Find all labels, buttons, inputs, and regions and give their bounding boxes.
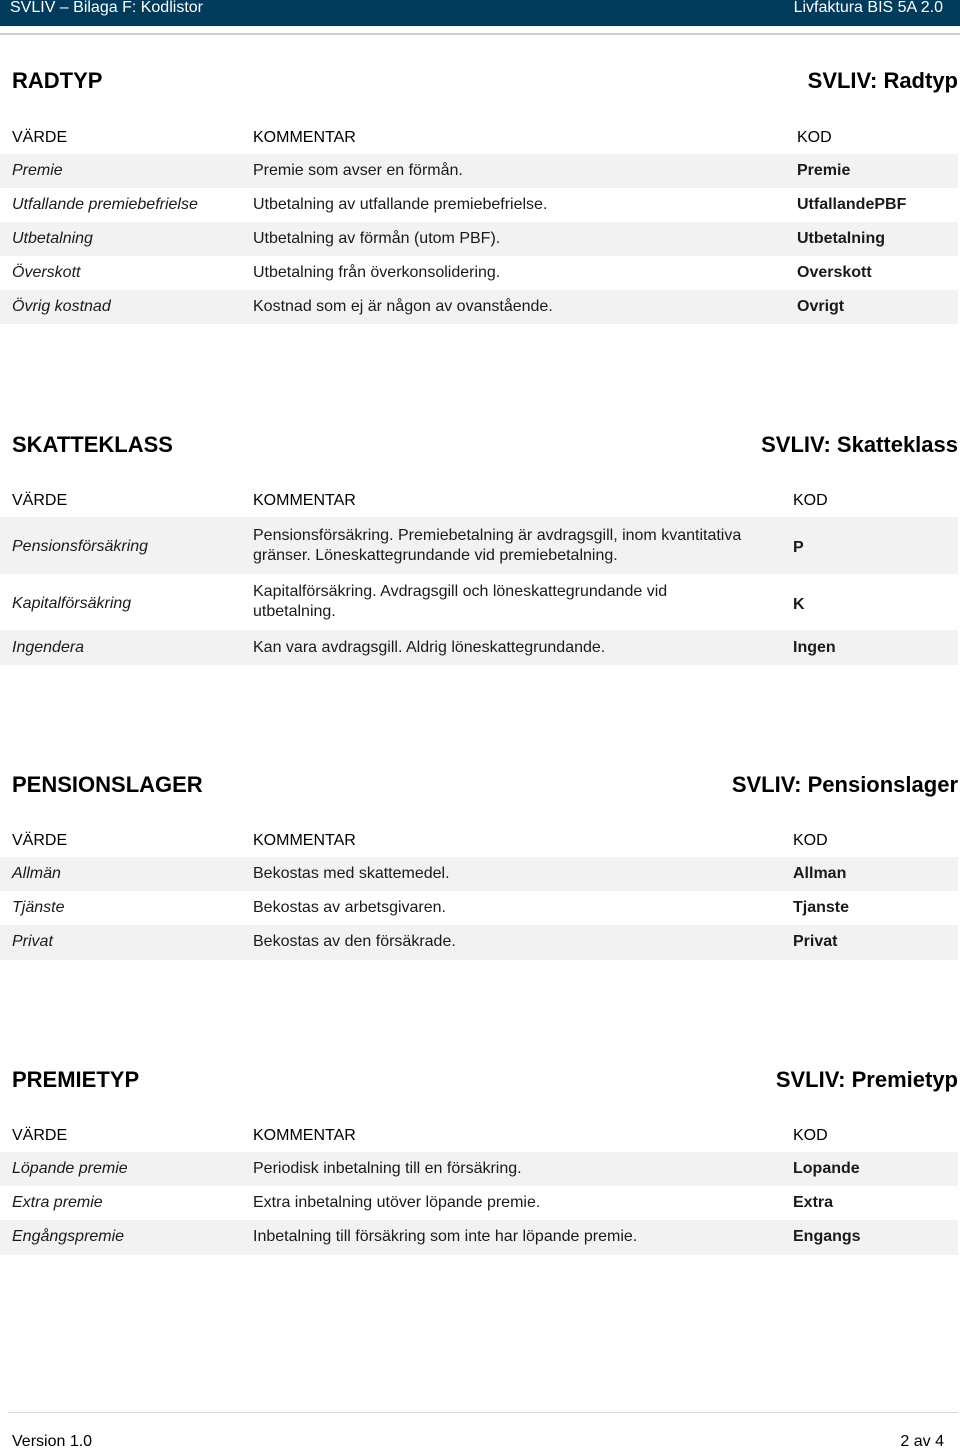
row-code: K bbox=[793, 596, 805, 613]
row-comment: Bekostas av den försäkrade. bbox=[253, 933, 456, 950]
table-row bbox=[0, 517, 958, 574]
table-row bbox=[0, 925, 958, 960]
table-row bbox=[0, 188, 958, 222]
table-row bbox=[0, 891, 958, 925]
row-comment: Periodisk inbetalning till en försäkring. bbox=[253, 1160, 522, 1177]
row-comment: Kan vara avdragsgill. Aldrig löneskattegrundande. bbox=[253, 639, 606, 656]
table-row bbox=[0, 630, 958, 665]
table-row bbox=[0, 574, 958, 630]
column-header-comment: KOMMENTAR bbox=[253, 492, 356, 509]
row-comment: Utbetalning av förmån (utom PBF). bbox=[253, 230, 501, 247]
row-code: Ingen bbox=[793, 639, 836, 656]
row-comment: Bekostas av arbetsgivaren. bbox=[253, 899, 446, 916]
row-value: Privat bbox=[12, 933, 53, 950]
row-comment: Utbetalning av utfallande premiebefrielse. bbox=[253, 196, 548, 213]
row-comment: Extra inbetalning utöver löpande premie. bbox=[253, 1194, 541, 1211]
column-header-value: VÄRDE bbox=[12, 832, 68, 849]
footer-version: Version 1.0 bbox=[12, 1433, 93, 1450]
column-header-value: VÄRDE bbox=[12, 129, 68, 146]
section-title: PREMIETYP bbox=[12, 1067, 140, 1092]
row-code: P bbox=[793, 539, 804, 556]
row-code: Utbetalning bbox=[797, 230, 885, 247]
header-document-title: SVLIV – Bilaga F: Kodlistor bbox=[10, 0, 203, 16]
row-value: Överskott bbox=[12, 264, 81, 281]
section-reference: SVLIV: Pensionslager bbox=[731, 772, 958, 797]
column-header-code: KOD bbox=[793, 832, 828, 849]
row-value: Utfallande premiebefrielse bbox=[12, 196, 198, 213]
row-code: Engangs bbox=[793, 1228, 861, 1245]
row-comment: Premie som avser en förmån. bbox=[253, 162, 463, 179]
table-row bbox=[0, 222, 958, 256]
row-value: Premie bbox=[12, 162, 63, 179]
column-header-comment: KOMMENTAR bbox=[253, 832, 356, 849]
row-value: Pensionsförsäkring bbox=[12, 538, 149, 555]
row-value: Kapitalförsäkring bbox=[12, 595, 132, 612]
row-comment: Kapitalförsäkring. Avdragsgill och löneskattegrundande vid utbetalning. bbox=[253, 583, 668, 620]
row-code: Lopande bbox=[793, 1160, 860, 1177]
table-row bbox=[0, 256, 958, 290]
row-comment: Kostnad som ej är någon av ovanstående. bbox=[253, 298, 553, 315]
table-row bbox=[0, 857, 958, 891]
row-code: Premie bbox=[797, 162, 851, 179]
row-comment: Pensionsförsäkring. Premiebetalning är avdragsgill, inom kvantitativa gränser. Löneskattegrundande vid premiebetalning. bbox=[253, 527, 742, 564]
row-value: Löpande premie bbox=[12, 1160, 128, 1177]
page-header bbox=[0, 0, 960, 26]
row-code: Overskott bbox=[797, 264, 872, 281]
row-comment: Bekostas med skattemedel. bbox=[253, 865, 450, 882]
column-header-code: KOD bbox=[797, 129, 832, 146]
row-value: Tjänste bbox=[12, 899, 65, 916]
section-reference: SVLIV: Skatteklass bbox=[761, 432, 958, 457]
table-row bbox=[0, 290, 958, 324]
table-row bbox=[0, 1220, 958, 1255]
section-title: RADTYP bbox=[12, 68, 103, 93]
row-code: Ovrigt bbox=[797, 298, 845, 315]
row-code: Privat bbox=[793, 933, 838, 950]
footer-divider bbox=[8, 1412, 958, 1413]
section-title: SKATTEKLASS bbox=[12, 432, 173, 457]
table-row bbox=[0, 1152, 958, 1186]
header-divider bbox=[0, 33, 960, 35]
row-code: Extra bbox=[793, 1194, 834, 1211]
row-comment: Utbetalning från överkonsolidering. bbox=[253, 264, 501, 281]
row-value: Engångspremie bbox=[12, 1228, 125, 1245]
row-value: Övrig kostnad bbox=[12, 298, 111, 315]
row-code: Allman bbox=[793, 865, 847, 882]
column-header-comment: KOMMENTAR bbox=[253, 129, 356, 146]
column-header-code: KOD bbox=[793, 492, 828, 509]
section-reference: SVLIV: Radtyp bbox=[807, 68, 958, 93]
row-value: Allmän bbox=[12, 865, 61, 882]
column-header-comment: KOMMENTAR bbox=[253, 1127, 356, 1144]
table-row bbox=[0, 1186, 958, 1220]
row-code: UtfallandePBF bbox=[797, 196, 907, 213]
column-header-code: KOD bbox=[793, 1127, 828, 1144]
row-value: Extra premie bbox=[12, 1194, 103, 1211]
row-value: Ingendera bbox=[12, 639, 85, 656]
row-value: Utbetalning bbox=[12, 230, 93, 247]
footer-page-number: 2 av 4 bbox=[900, 1433, 944, 1450]
column-header-value: VÄRDE bbox=[12, 492, 68, 509]
section-reference: SVLIV: Premietyp bbox=[775, 1067, 958, 1092]
row-code: Tjanste bbox=[793, 899, 850, 916]
row-comment: Inbetalning till försäkring som inte har löpande premie. bbox=[253, 1228, 638, 1245]
table-row bbox=[0, 154, 958, 188]
header-version-label: Livfaktura BIS 5A 2.0 bbox=[793, 0, 943, 16]
section-title: PENSIONSLAGER bbox=[12, 772, 203, 797]
column-header-value: VÄRDE bbox=[12, 1127, 68, 1144]
